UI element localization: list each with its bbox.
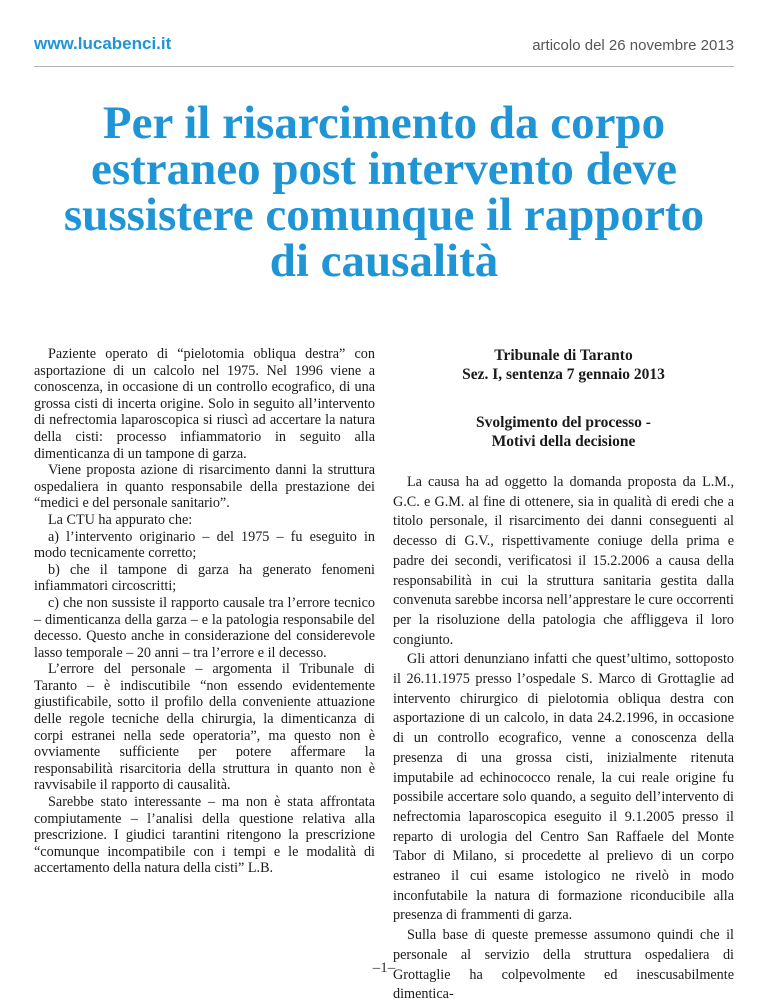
ruling-paragraph: La causa ha ad oggetto la domanda proposta da L.M., G.C. e G.M. al fine di ottenere, sia in qualità di eredi che a titolo personale, il risarcimento dei danni conseguenti al decesso di G.V., rispettivamente coniuge della prima e padre dei secondi, verificatosi il 15.2.2006 a causa della responsabilità in cui la struttura sanitaria gestita dalla convenuta sarebbe incorsa nell’apprestare le cure occorrenti per la risoluzione della patologia che affliggeva il loro congiunto. — [393, 474, 734, 648]
summary-column — [34, 346, 375, 877]
summary-paragraph: Viene proposta azione di risarcimento danni la struttura ospedaliera in quanto responsabile della prestazione dei “medici e del personale sanitario”. — [34, 462, 375, 512]
court-heading — [393, 346, 734, 384]
ruling-paragraph: Sulla base di queste premesse assumono quindi che il personale al servizio della struttura ospedaliera di Grottaglie ha colpevolmente ed inescusabilmente dimentica- — [393, 927, 734, 1003]
court-sentence: Sez. I, sentenza 7 gennaio 2013 — [462, 366, 665, 383]
summary-paragraph: c) che non sussiste il rapporto causale tra l’errore tecnico – dimenticanza della garza – e la patologia responsabile del decesso. Questo anche in considerazione del considerevole lasso temporale – 20 anni – tra l’errore e il decesso. — [34, 594, 375, 661]
site-link[interactable]: www.lucabenci.it — [34, 34, 172, 53]
ruling-paragraph: Gli attori denunziano infatti che quest’ultimo, sottoposto il 26.11.1975 presso l’ospedale S. Marco di Grottaglie ad intervento chirurgico di pielotomia obliqua destra con asportazione di un calcolo, in data 24.2.1996, in occasione di un controllo ecografico, venne a conoscenza della presenza di una grossa cisti, inizialmente ritenuta imputabile ad echinococco renale, la cui reale origine fu possibile accertare solo quando, a seguito dell’intervento di nefrectomia laparoscopica eseguito il 9.1.2005 presso il reparto di urologia del Centro San Raffaele del Monte Tabor di Milano, si procedette al prelievo di un corpo estraneo il cui esame istologico ne rivelò in modo inconfutabile la natura di formazione riconducibile alla presenza di frammenti di garza. — [393, 651, 734, 924]
section-heading — [393, 413, 734, 451]
court-name: Tribunale di Taranto — [494, 347, 633, 364]
section-heading-line: Motivi della decisione — [491, 433, 636, 450]
ruling-column — [393, 346, 734, 1005]
article-title: Per il risarcimento da corpo estraneo post intervento deve sussistere comunque il rapporto di causalità — [63, 97, 705, 287]
section-heading-line: Svolgimento del processo - — [476, 414, 651, 431]
summary-paragraph: Paziente operato di “pielotomia obliqua destra” con asportazione di un calcolo nel 1975. Nel 1996 viene a conoscenza, in occasione di un controllo ecografico, di una grossa cisti di incerta origine. Solo in seguito all’intervento di nefrectomia laparoscopica si riuscì ad accertare la natura della cisti: processo infiammatorio in seguito alla dimenticanza di un tampone di garza. — [34, 346, 375, 462]
page-header — [34, 34, 734, 60]
summary-paragraph: a) l’intervento originario – del 1975 – fu eseguito in modo tecnicamente corretto; — [34, 528, 375, 562]
summary-paragraph: La CTU ha appurato che: — [48, 511, 193, 528]
ruling-body — [393, 473, 734, 1005]
summary-paragraph: L’errore del personale – argomenta il Tribunale di Taranto – è indiscutibile “non essendo evidentemente giustificabile, sotto il profilo della conveniente attuazione delle regole tecniche della chirurgia, la dimenticanza di corpi estranei nella sede operatoria”, ma questo non è ovviamente sufficiente per potere affermare la responsabilità risarcitoria della struttura in quanto non è ravvisabile il rapporto di causalità. — [34, 661, 375, 794]
article-date: articolo del 26 novembre 2013 — [532, 37, 734, 54]
summary-paragraph: Sarebbe stato interessante – ma non è stata affrontata compiutamente – l’analisi della questione relativa alla prescrizione. I giudici tarantini ritengono la prescrizione “comunque incompatibile con i tempi e le modalità di accertamento della natura della cisti” L.B. — [34, 794, 375, 877]
summary-paragraph: b) che il tampone di garza ha generato fenomeni infiammatori circoscritti; — [34, 561, 375, 595]
header-divider — [34, 66, 734, 67]
page-number: –1– — [372, 960, 396, 976]
